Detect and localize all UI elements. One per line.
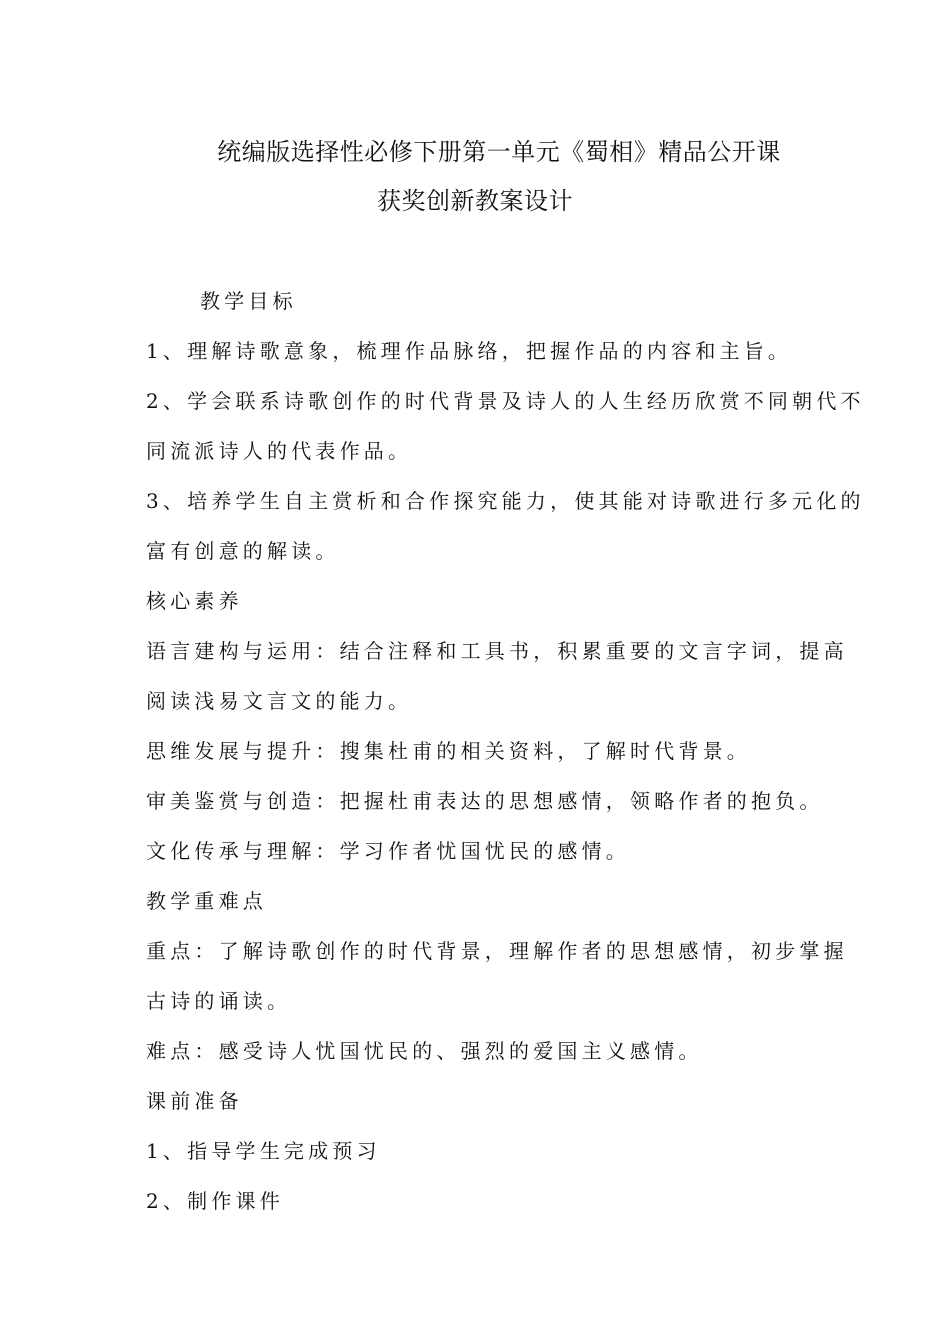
literacy-culture: 文化传承与理解：学习作者忧国忧民的感情。 <box>146 839 630 863</box>
section-heading-teaching-goals: 教学目标 <box>200 289 297 313</box>
section-heading-core-literacy: 核心素养 <box>146 589 243 613</box>
goal-item-1: 1、理解诗歌意象，梳理作品脉络，把握作品的内容和主旨。 <box>146 339 793 363</box>
key-point-line-1: 重点：了解诗歌创作的时代背景，理解作者的思想感情，初步掌握 <box>146 939 848 963</box>
preparation-item-2: 2、制作课件 <box>146 1189 284 1213</box>
document-title-line-2: 获奖创新教案设计 <box>377 187 573 215</box>
literacy-thinking: 思维发展与提升：搜集杜甫的相关资料，了解时代背景。 <box>146 739 751 763</box>
literacy-language-line-2: 阅读浅易文言文的能力。 <box>146 689 413 713</box>
document-title-line-1: 统编版选择性必修下册第一单元《蜀相》精品公开课 <box>217 138 781 166</box>
preparation-item-1: 1、指导学生完成预习 <box>146 1139 381 1163</box>
goal-item-2-line-1: 2、学会联系诗歌创作的时代背景及诗人的人生经历欣赏不同朝代不 <box>146 389 865 413</box>
difficult-point: 难点：感受诗人忧国忧民的、强烈的爱国主义感情。 <box>146 1039 703 1063</box>
goal-item-3-line-1: 3、培养学生自主赏析和合作探究能力，使其能对诗歌进行多元化的 <box>146 489 865 513</box>
goal-item-2-line-2: 同流派诗人的代表作品。 <box>146 439 413 463</box>
section-heading-preparation: 课前准备 <box>146 1089 243 1113</box>
literacy-aesthetics: 审美鉴赏与创造：把握杜甫表达的思想感情，领略作者的抱负。 <box>146 789 824 813</box>
goal-item-3-line-2: 富有创意的解读。 <box>146 539 340 563</box>
literacy-language-line-1: 语言建构与运用：结合注释和工具书，积累重要的文言字词，提高 <box>146 639 848 663</box>
section-heading-key-difficult-points: 教学重难点 <box>146 889 267 913</box>
key-point-line-2: 古诗的诵读。 <box>146 989 292 1013</box>
